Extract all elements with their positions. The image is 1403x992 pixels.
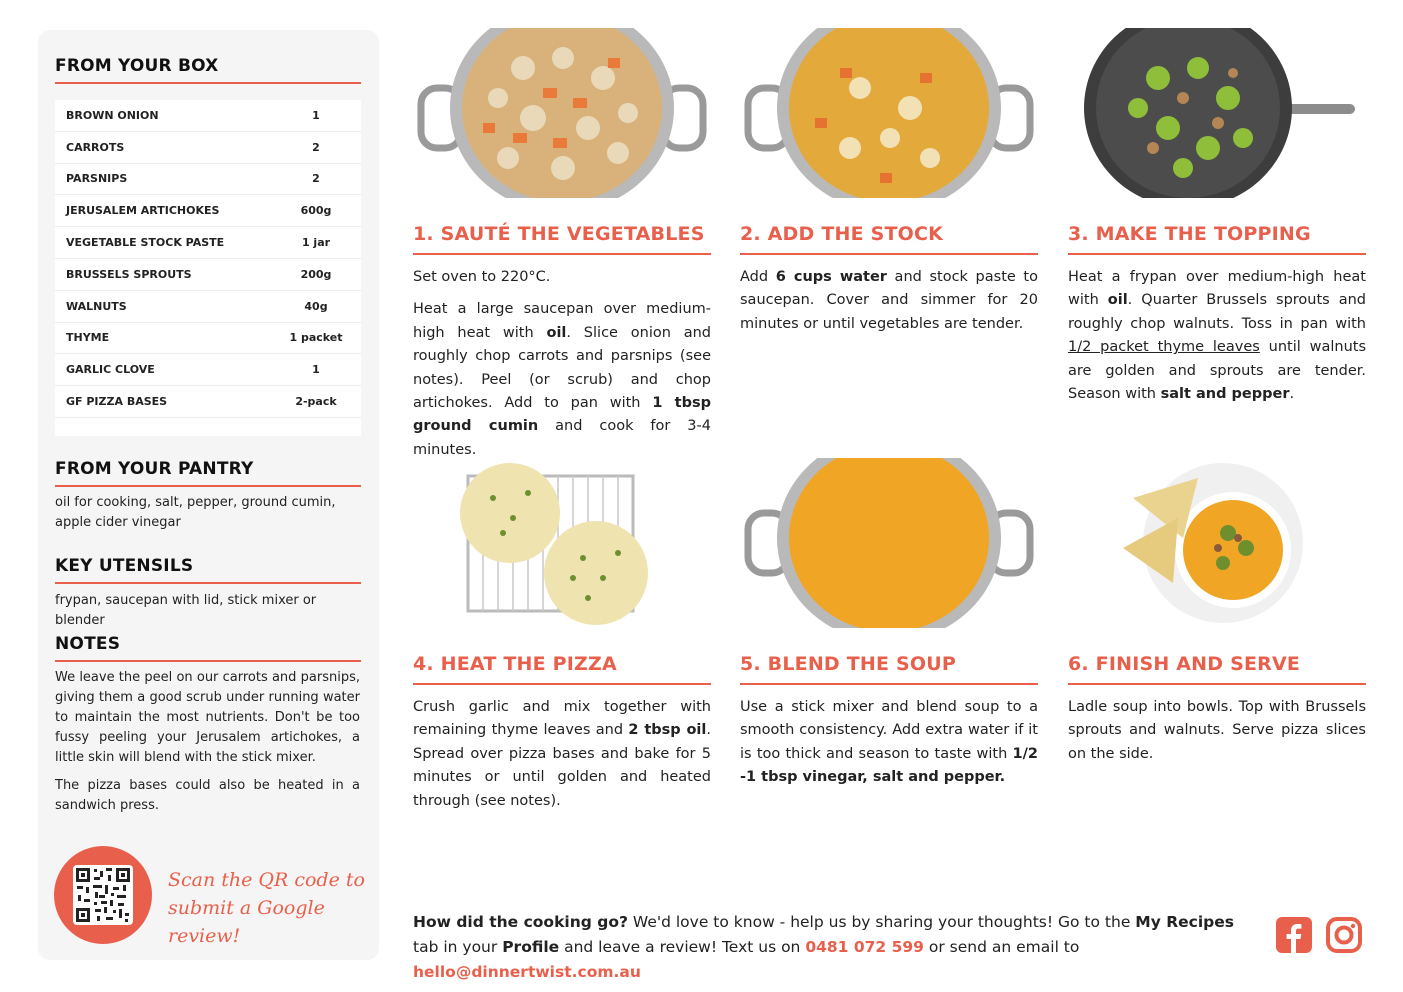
step-5-title: 5. BLEND THE SOUP xyxy=(740,653,956,675)
facebook-icon[interactable] xyxy=(1275,916,1313,954)
ingredient-table xyxy=(55,100,361,436)
profile-label: Profile xyxy=(502,938,560,956)
email-link[interactable]: hello@dinnertwist.com.au xyxy=(413,963,641,981)
notes-paragraph-2: The pizza bases could also be heated in a sandwich press. xyxy=(55,778,360,813)
ingredient-qty: 1 xyxy=(312,363,320,377)
step-4-image xyxy=(413,458,711,628)
step-6-paragraph-1: Ladle soup into bowls. Top with Brussels sprouts and walnuts. Serve pizza slices on the side. xyxy=(1068,699,1366,762)
notes-title-underline xyxy=(55,660,361,662)
ingredient-row xyxy=(55,100,361,132)
footer-question: How did the cooking go? xyxy=(413,913,628,931)
pantry-text: oil for cooking, salt, pepper, ground cumin, apple cider vinegar xyxy=(55,495,336,530)
ingredient-qty: 600g xyxy=(300,204,332,218)
step-2-underline xyxy=(740,253,1038,255)
step-6-text xyxy=(1068,696,1366,775)
ingredient-qty: 1 xyxy=(312,108,320,122)
ingredient-name: BROWN ONION xyxy=(66,108,159,122)
ingredient-row xyxy=(55,195,361,227)
ingredient-row xyxy=(55,323,361,355)
ingredient-row xyxy=(55,132,361,164)
step-2-title: 2. ADD THE STOCK xyxy=(740,223,944,245)
step-2-image xyxy=(740,28,1038,198)
pantry-title-underline xyxy=(55,485,361,487)
qr-caption xyxy=(168,866,368,950)
qr-caption-line-1: Scan the QR code to xyxy=(168,869,365,891)
step-1-text xyxy=(413,266,711,471)
step-6-underline xyxy=(1068,683,1366,685)
ingredient-qty: 40g xyxy=(304,299,328,313)
ingredient-name: VEGETABLE STOCK PASTE xyxy=(66,236,225,250)
notes-title: NOTES xyxy=(55,634,121,654)
ingredient-name: GF PIZZA BASES xyxy=(66,395,168,409)
ingredient-name: WALNUTS xyxy=(66,299,127,313)
step-1-underline xyxy=(413,253,711,255)
footer-feedback-text: How did the cooking go? We'd love to know - help us by sharing your thoughts! Go to the My Recipes tab in your Profile and leave a review! Text us on 0481 072 599 or send an email to hello@dinnertwist.com.au xyxy=(413,913,1234,981)
utensils-title-underline xyxy=(55,582,361,584)
step-5-text xyxy=(740,696,1038,799)
ingredient-name: JERUSALEM ARTICHOKES xyxy=(66,204,220,218)
step-1-image xyxy=(413,28,711,198)
step-3-paragraph-1: Heat a frypan over medium-high heat with oil. Quarter Brussels sprouts and roughly chop walnuts. Toss in pan with 1/2 packet thyme leaves until walnuts are golden and sprouts are tender. Season with salt and pepper. xyxy=(1068,269,1367,403)
utensils-text: frypan, saucepan with lid, stick mixer or blender xyxy=(55,593,317,628)
step-5-underline xyxy=(740,683,1038,685)
ingredient-qty: 200g xyxy=(300,267,332,281)
ingredient-row xyxy=(55,291,361,323)
ingredient-name: PARSNIPS xyxy=(66,172,128,186)
step-3-text xyxy=(1068,266,1366,415)
sidebar xyxy=(38,30,379,960)
step-6-image xyxy=(1068,458,1366,628)
qr-caption-line-2: submit a Google review! xyxy=(168,897,325,947)
utensils-title: KEY UTENSILS xyxy=(55,556,194,576)
ingredient-name: CARROTS xyxy=(66,140,125,154)
ingredient-qty: 2-pack xyxy=(295,395,337,409)
step-6-title: 6. FINISH AND SERVE xyxy=(1068,653,1301,675)
box-title: FROM YOUR BOX xyxy=(55,56,219,76)
ingredient-row xyxy=(55,164,361,196)
ingredient-row xyxy=(55,259,361,291)
ingredient-qty: 2 xyxy=(312,172,320,186)
step-1-paragraph-2: Heat a large saucepan over medium-high heat with oil. Slice onion and roughly chop carrots and parsnips (see notes). Peel (or scrub) and chop artichokes. Add to pan with 1 tbsp ground cumin and cook for 3-4 minutes. xyxy=(413,301,711,458)
step-5-paragraph-1: Use a stick mixer and blend soup to a smooth consistency. Add extra water if it is too thick and season to taste with 1/2 -1 tbsp vinegar, salt and pepper. xyxy=(740,699,1038,786)
ingredient-name: THYME xyxy=(66,331,110,345)
pantry-title: FROM YOUR PANTRY xyxy=(55,459,254,479)
ingredient-qty: 2 xyxy=(312,140,320,154)
notes-paragraph-1: We leave the peel on our carrots and parsnips, giving them a good scrub under running water to maintain the most nutrients. Don't be too fussy peeling your Jerusalem artichokes, a little skin will blend with the stick mixer. xyxy=(55,670,360,765)
qr-code-badge[interactable] xyxy=(54,846,152,944)
step-4-title: 4. HEAT THE PIZZA xyxy=(413,653,617,675)
step-2-paragraph-1: Add 6 cups water and stock paste to saucepan. Cover and simmer for 20 minutes or until vegetables are tender. xyxy=(740,269,1038,332)
step-1-paragraph-1: Set oven to 220°C. xyxy=(413,269,551,285)
ingredient-name: GARLIC CLOVE xyxy=(66,363,155,377)
ingredient-qty: 1 packet xyxy=(289,331,343,345)
my-recipes-label: My Recipes xyxy=(1135,913,1234,931)
step-3-underline xyxy=(1068,253,1366,255)
phone-number-link[interactable]: 0481 072 599 xyxy=(805,938,924,956)
step-2-text xyxy=(740,266,1038,345)
ingredient-row xyxy=(55,386,361,418)
step-1-title: 1. SAUTÉ THE VEGETABLES xyxy=(413,223,705,245)
step-4-text xyxy=(413,696,711,822)
step-4-paragraph-1: Crush garlic and mix together with remaining thyme leaves and 2 tbsp oil. Spread over pizza bases and bake for 5 minutes or until golden and heated through (see notes). xyxy=(413,699,711,809)
step-4-underline xyxy=(413,683,711,685)
step-3-image xyxy=(1068,28,1366,198)
box-title-underline xyxy=(55,82,361,84)
instagram-icon[interactable] xyxy=(1325,916,1363,954)
step-5-image xyxy=(740,458,1038,628)
qr-code[interactable] xyxy=(73,865,133,925)
ingredient-row xyxy=(55,227,361,259)
ingredient-qty: 1 jar xyxy=(301,236,331,250)
ingredient-row xyxy=(55,354,361,386)
ingredient-name: BRUSSELS SPROUTS xyxy=(66,267,192,281)
step-3-title: 3. MAKE THE TOPPING xyxy=(1068,223,1311,245)
